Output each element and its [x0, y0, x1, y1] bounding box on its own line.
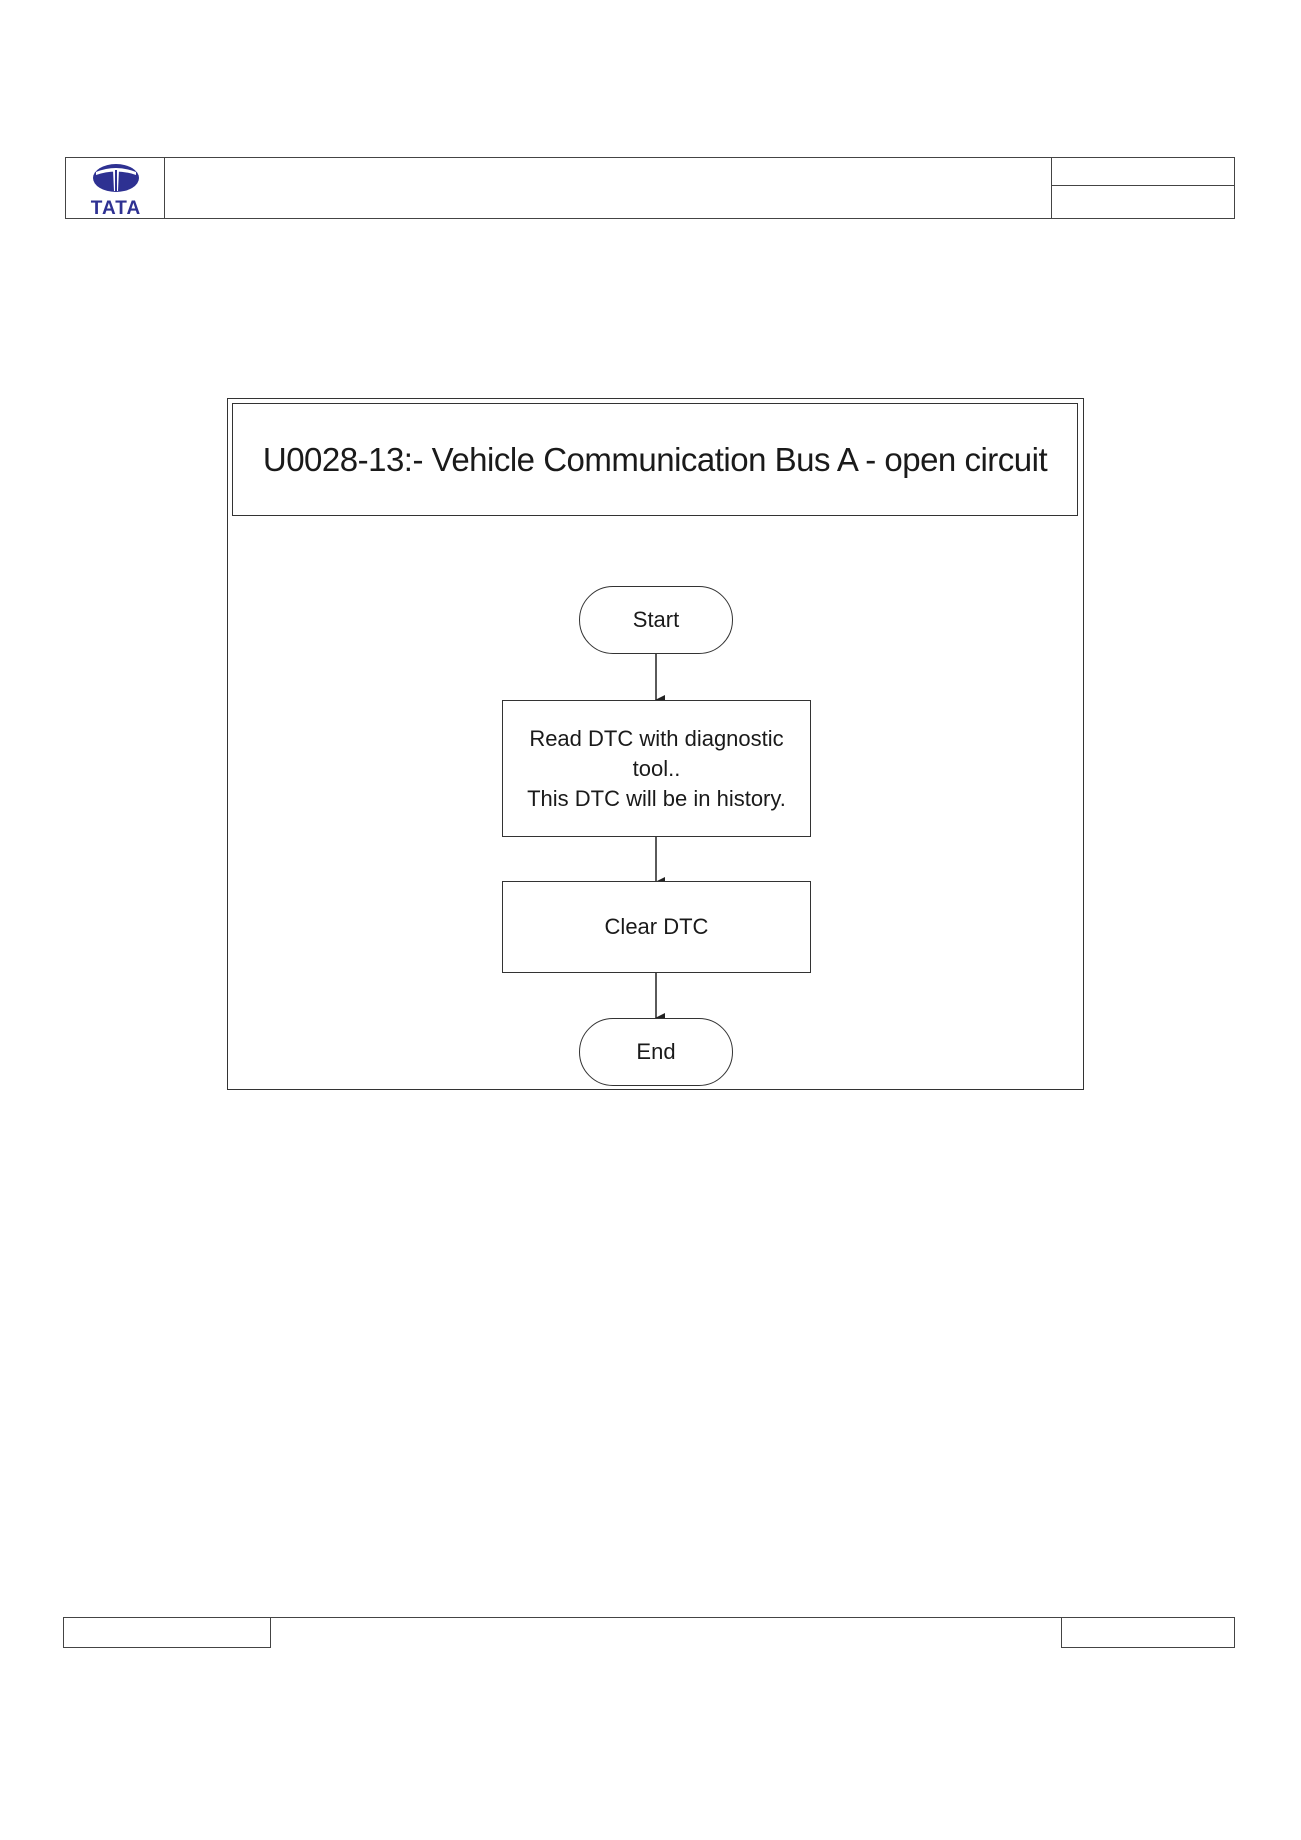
clear-dtc-label: Clear DTC	[604, 914, 709, 939]
flowchart-title-box	[232, 403, 1078, 516]
tata-logo-icon	[84, 161, 148, 217]
header-right-divider	[1052, 185, 1234, 186]
header-right-cell	[1051, 158, 1234, 218]
footer-right-cell	[1061, 1617, 1235, 1648]
start-label: Start	[632, 607, 680, 632]
end-node	[579, 1018, 733, 1086]
flowchart-frame	[227, 398, 1084, 1090]
read-dtc-line-3: This DTC will be in history.	[527, 785, 786, 811]
footer-rule	[270, 1617, 1062, 1618]
read-dtc-line-2: tool..	[632, 755, 681, 781]
clear-dtc-node	[502, 881, 811, 973]
logo-wordmark: TATA	[90, 198, 142, 217]
read-dtc-line-1: Read DTC with diagnostic	[529, 725, 784, 751]
end-label: End	[636, 1039, 676, 1064]
flowchart-title: U0028-13:- Vehicle Communication Bus A - open circuit	[262, 440, 1048, 478]
footer-left-cell	[63, 1617, 271, 1648]
page-header	[65, 157, 1235, 219]
logo-cell	[66, 158, 165, 218]
start-node	[579, 586, 733, 654]
read-dtc-node	[502, 700, 811, 837]
